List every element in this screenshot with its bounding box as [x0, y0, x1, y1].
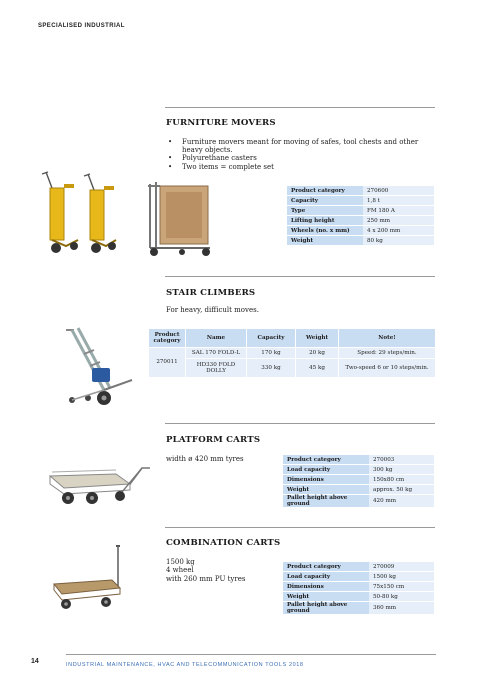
- section-divider: [165, 423, 435, 424]
- table-row: Lifting height 250 mm: [287, 216, 434, 225]
- table-row: Product category 270009: [283, 562, 434, 571]
- table-row: HD330 FOLD DOLLY 330 kg 45 kg Two-speed 6 or 10 steps/min.: [149, 359, 435, 377]
- platform-spec-table: [283, 454, 434, 508]
- furniture-mover-cabinet-image: [144, 178, 216, 258]
- table-row: 270011 SAL 170 FOLD-L 170 kg 20 kg Speed: 29 steps/min.: [149, 348, 435, 358]
- stair-intro: For heavy, difficult moves.: [166, 306, 259, 314]
- stair-climber-table: [148, 328, 436, 378]
- table-row: Capacity 1,8 t: [287, 196, 434, 205]
- table-row: Weight 50-80 kg: [283, 592, 434, 601]
- bullet-item: • Two items = complete set: [166, 163, 436, 171]
- table-row: Load capacity 1500 kg: [283, 572, 434, 581]
- section-divider: [165, 276, 435, 277]
- table-row: Weight approx. 50 kg: [283, 485, 434, 494]
- furniture-spec-table: [287, 185, 434, 246]
- table-row: Pallet height above ground 360 mm: [283, 602, 434, 614]
- bullet-item: • Furniture movers meant for moving of safes, tool chests and other heavy objects.: [166, 138, 436, 154]
- table-row: Product category 270003: [283, 455, 434, 464]
- table-row: Weight 80 kg: [287, 236, 434, 245]
- page-header: SPECIALISED INDUSTRIAL: [38, 23, 125, 29]
- section-divider: [165, 107, 435, 108]
- stair-climber-image: [60, 324, 140, 408]
- combination-cart-image: [50, 544, 126, 616]
- platform-intro: width ø 420 mm tyres: [166, 455, 244, 463]
- combination-specs-text: 1500 kg 4 wheel with 260 mm PU tyres: [166, 558, 246, 583]
- platform-cart-image: [46, 462, 152, 514]
- table-row: Pallet height above ground 420 mm: [283, 495, 434, 507]
- section-title-furniture: FURNITURE MOVERS: [166, 118, 276, 128]
- section-title-platform: PLATFORM CARTS: [166, 435, 261, 445]
- table-row: Type FM 180 A: [287, 206, 434, 215]
- table-row: Product category 270600: [287, 186, 434, 195]
- table-row: Wheels (no. x mm) 4 x 200 mm: [287, 226, 434, 235]
- bullet-item: • Polyurethane casters: [166, 154, 436, 162]
- footer-text: INDUSTRIAL MAINTENANCE, HVAC AND TELECOMMUNICATION TOOLS 2018: [66, 662, 304, 668]
- table-row: Dimensions 150x80 cm: [283, 475, 434, 484]
- combination-spec-table: [283, 561, 434, 615]
- footer-divider: [66, 654, 436, 655]
- section-divider: [165, 527, 435, 528]
- furniture-bullets: [166, 138, 436, 171]
- section-title-stair: STAIR CLIMBERS: [166, 288, 256, 298]
- table-header-row: Product category Name Capacity Weight Note!: [149, 329, 435, 347]
- page-number: 14: [31, 658, 39, 665]
- section-title-combination: COMBINATION CARTS: [166, 538, 281, 548]
- furniture-mover-yellow-image: [38, 170, 120, 256]
- table-row: Load capacity 300 kg: [283, 465, 434, 474]
- table-row: Dimensions 75x150 cm: [283, 582, 434, 591]
